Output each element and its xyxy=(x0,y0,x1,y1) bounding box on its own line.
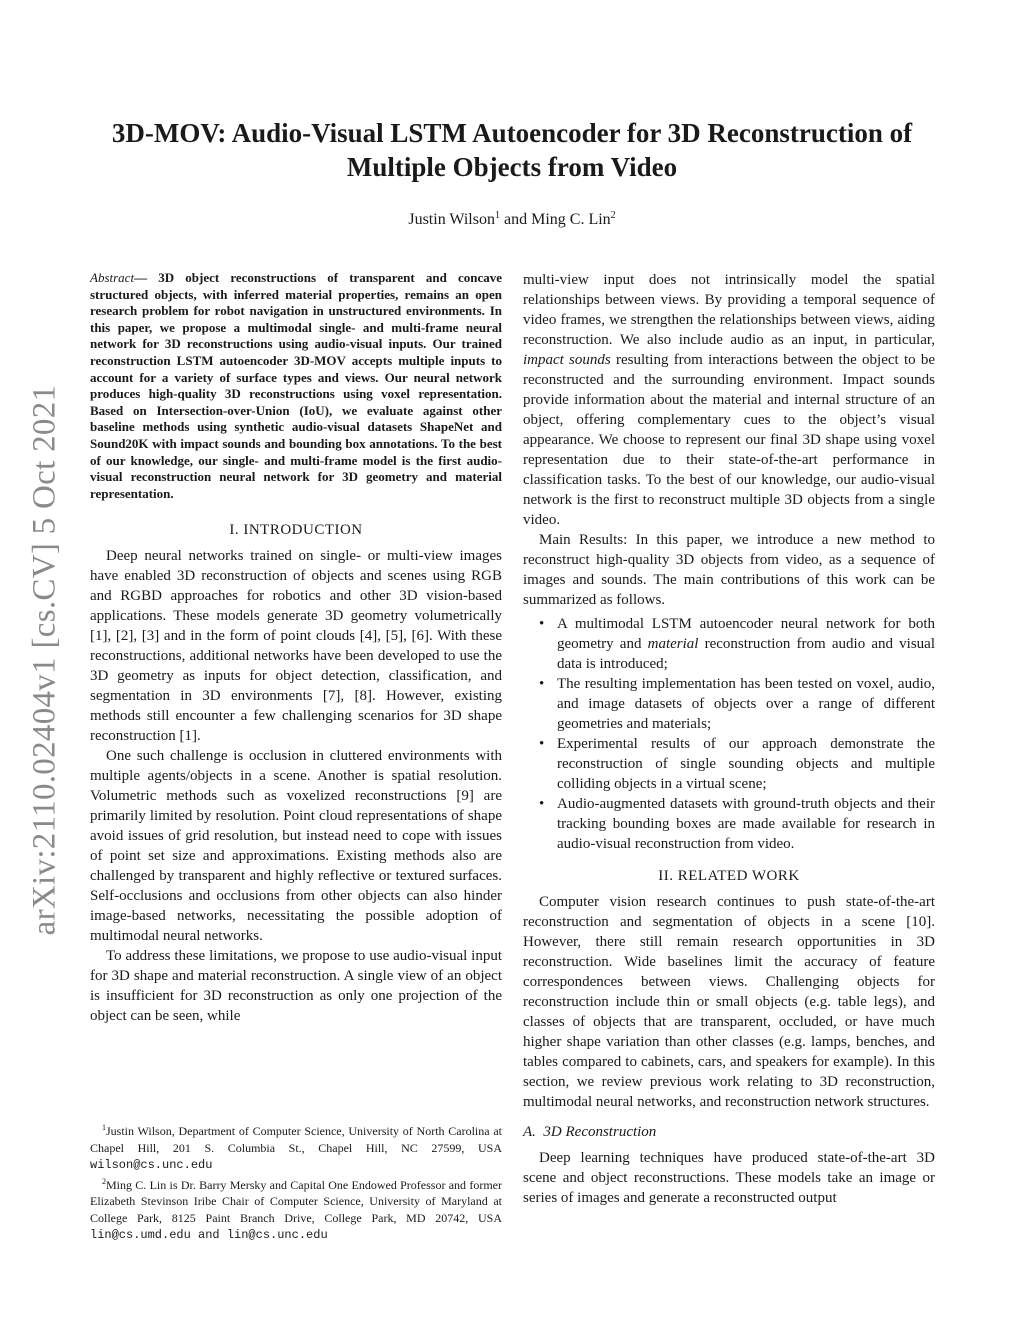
paper-title xyxy=(90,116,934,184)
section-heading-introduction: I. INTRODUCTION xyxy=(229,522,363,539)
footnote-1-email: wilson@cs.unc.edu xyxy=(90,1158,213,1172)
footnote-1 xyxy=(90,1120,502,1174)
intro-paragraph-2: One such challenge is occlusion in cluttered environments with multiple agents/objects in a scene. Another is spatial resolution. Volumetric methods such as voxelized reconstructions [9] are primarily limited by resolution. Point cloud representations of shape avoid issues of grid resolution, but instead need to cope with issues of point set size and approximations. Existing methods also are challenged by transparent and highly reflective or textured surfaces. Self-occlusions and occlusions from other objects can also hinder image-based networks, necessitating the possible adoption of multimodal neural networks. xyxy=(90,748,502,945)
author-1: Justin Wilson xyxy=(408,211,495,228)
intro-paragraph-4-b: resulting from interactions between the object to be reconstructed and the surrounding environment. Impact sounds provide information about the material and internal structure of an object, offering complementary cues to the object’s visual appearance. We choose to represent our final 3D shape using voxel representation due to their state-of-the-art performance in classification tasks. To the best of our knowledge, our audio-visual network is the first to reconstruct multiple 3D objects from a single video. xyxy=(523,352,935,528)
contribution-item xyxy=(523,614,935,674)
abstract-label: Abstract xyxy=(90,270,135,285)
footnote-1-text: Justin Wilson, Department of Computer Science, University of North Carolina at Chapel Hill, 201 S. Columbia St., Chapel Hill, NC 27599, USA xyxy=(90,1124,502,1155)
author-conjunction: and xyxy=(499,211,532,228)
author-line xyxy=(90,210,934,229)
author-2-affiliation-mark: 2 xyxy=(610,210,616,221)
title-line-1: 3D-MOV: Audio-Visual LSTM Autoencoder for 3D Reconstruction of xyxy=(111,118,913,148)
contributions-list xyxy=(523,614,935,854)
title-line-2: Multiple Objects from Video xyxy=(346,152,678,182)
contribution-item xyxy=(523,794,935,854)
subsection-heading-3d-reconstruction: A. 3D Reconstruction xyxy=(523,1124,657,1140)
footnotes xyxy=(90,1120,502,1244)
related-work-paragraph-2: Deep learning techniques have produced state-of-the-art 3D scene and object reconstructions. These models take an image or series of images and generate a reconstructed output xyxy=(523,1150,935,1206)
intro-paragraph-3: To address these limitations, we propose to use audio-visual input for 3D shape and material reconstruction. A single view of an object is insufficient for 3D reconstruction as only one projection of the object can be seen, while xyxy=(90,948,502,1025)
contribution-1-emphasis: material xyxy=(647,636,699,652)
contribution-item xyxy=(523,674,935,734)
footnote-1-mark: 1 xyxy=(102,1123,106,1132)
bullet-marker: • xyxy=(539,736,545,752)
footnote-2-email: lin@cs.umd.edu and lin@cs.unc.edu xyxy=(90,1228,328,1242)
bullet-marker: • xyxy=(539,796,545,812)
abstract xyxy=(90,270,502,502)
abstract-text: — 3D object reconstructions of transparent and concave structured objects, with inferred material properties, remains an open research problem for robot navigation in unstructured environments. In this paper, we propose a multimodal single- and multi-frame neural network for 3D reconstructions using audio-visual inputs. Our trained reconstruction LSTM autoencoder 3D-MOV accepts multiple inputs to account for a variety of surface types and views. Our neural network produces high-quality 3D reconstructions using voxel representation. Based on Intersection-over-Union (IoU), we evaluate against other baseline methods using synthetic audio-visual datasets ShapeNet and Sound20K with impact sounds and bounding box annotations. To the best of our knowledge, our single- and multi-frame model is the first audio-visual reconstruction neural network for 3D geometry and material representation. xyxy=(90,270,502,501)
intro-paragraph-1: Deep neural networks trained on single- or multi-view images have enabled 3D reconstruction of objects and scenes using RGB and RGBD approaches for robotics and other 3D vision-based applications. These models generate 3D geometry volumetrically [1], [2], [3] and in the form of point clouds [4], [5], [6]. With these reconstructions, additional networks have been developed to use the 3D geometry as inputs for object detection, classification, and segmentation in 3D environments [7], [8]. However, existing methods still encounter a few challenging scenarios for 3D shape reconstruction [1]. xyxy=(90,548,502,745)
footnote-2-mark: 2 xyxy=(102,1176,106,1186)
contribution-1-b: reconstruction from audio and visual data is introduced; xyxy=(557,636,935,672)
arxiv-identifier-text: arXiv:2110.02404v1 [cs.CV] 5 Oct 2021 xyxy=(26,384,63,936)
section-heading-related-work: II. RELATED WORK xyxy=(658,868,800,884)
bullet-marker: • xyxy=(539,616,545,632)
bullet-marker: • xyxy=(539,676,545,692)
author-2: Ming C. Lin xyxy=(531,211,611,228)
contribution-2: The resulting implementation has been tested on voxel, audio, and image datasets of objects over a range of different geometries and materials; xyxy=(557,676,935,732)
footnote-2-text: Ming C. Lin is Dr. Barry Mersky and Capital One Endowed Professor and former Elizabeth Stevinson Iribe Chair of Computer Science, University of Maryland at College Park, 8125 Paint Branch Drive, College Park, MD 20742, USA xyxy=(90,1177,502,1225)
main-results-paragraph: Main Results: In this paper, we introduce a new method to reconstruct high-quality 3D objects from video, as a sequence of images and sounds. The main contributions of this work can be summarized as follows. xyxy=(523,532,935,608)
contribution-4: Audio-augmented datasets with ground-truth objects and their tracking bounding boxes are made available for research in audio-visual reconstruction from video. xyxy=(557,796,935,852)
intro-paragraph-4-a: multi-view input does not intrinsically model the spatial relationships between views. By providing a temporal sequence of video frames, we strengthen the relationships between views, aiding reconstruction. We also include audio as an input, in particular, xyxy=(523,272,935,348)
contribution-1-a: A multimodal LSTM autoencoder neural network for both geometry and xyxy=(557,616,935,652)
related-work-paragraph-1: Computer vision research continues to push state-of-the-art reconstruction and segmentation of objects in a scene [10]. However, there still remain research opportunities in 3D reconstruction. Wide baselines limit the accuracy of feature correspondences between views. Challenging objects for reconstruction include thin or small objects (e.g. table legs), and classes of objects that are transparent, occluded, or have much higher shape variation than other classes (e.g. lamps, benches, and tables compared to cabinets, cars, and speakers for example). In this section, we review previous work relating to 3D reconstruction, multimodal neural networks, and reconstruction network structures. xyxy=(523,894,935,1110)
author-1-affiliation-mark: 1 xyxy=(494,210,500,221)
intro-paragraph-4 xyxy=(523,270,935,530)
footnote-2 xyxy=(90,1174,502,1244)
right-column xyxy=(523,270,935,1208)
left-column xyxy=(90,270,502,1026)
contribution-item xyxy=(523,734,935,794)
contribution-3: Experimental results of our approach demonstrate the reconstruction of single sounding objects and multiple colliding objects in a virtual scene; xyxy=(557,736,935,792)
intro-paragraph-4-emphasis: impact sounds xyxy=(523,352,611,368)
